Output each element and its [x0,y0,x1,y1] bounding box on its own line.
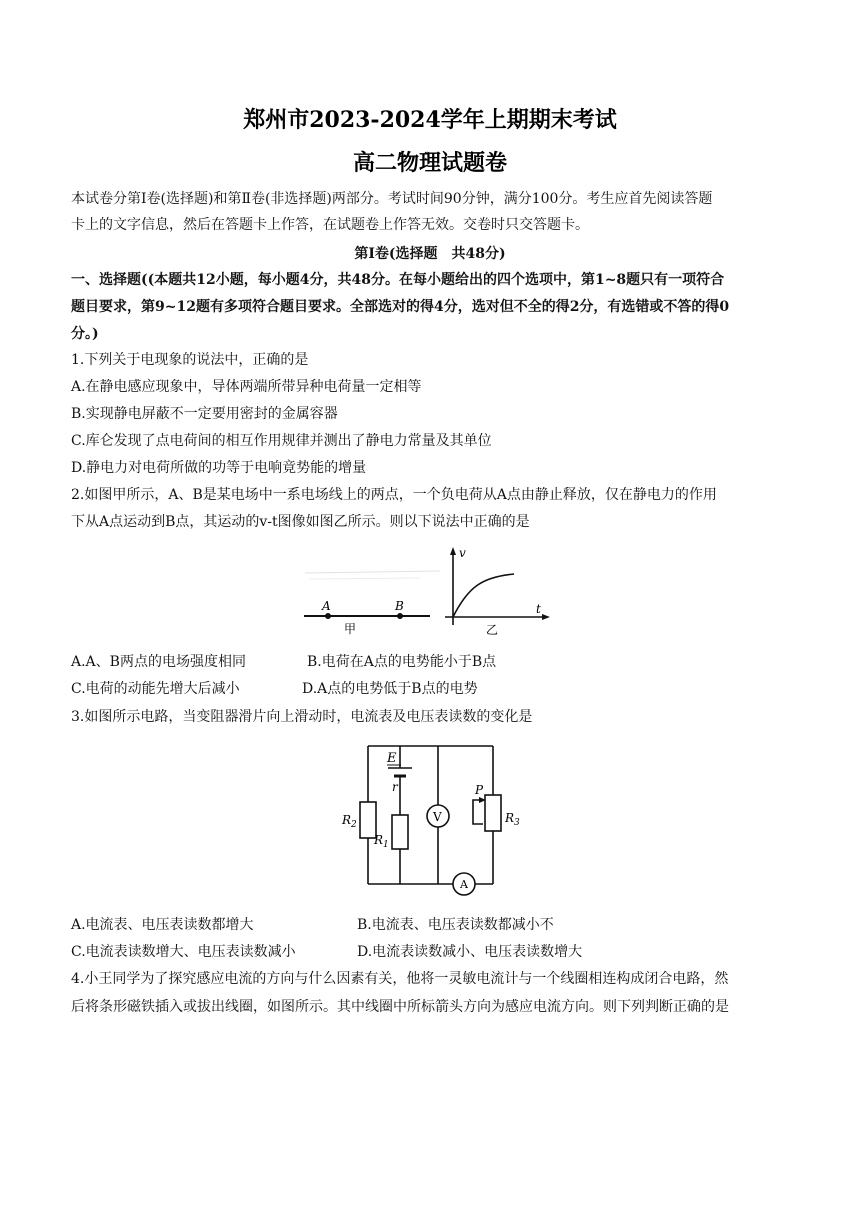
q1-option-d: D.静电力对电荷所做的功等于电响竟势能的增量 [71,460,367,476]
q2-option-b: B.电荷在A点的电势能小于B点 [307,654,497,670]
q2-figure [300,545,560,640]
q4-stem-2: 后将条形磁铁插入或拔出线圈，如图所示。其中线圈中所标箭头方向为感应电流方向。则下列判断正确的是 [71,999,729,1015]
point-b-label: B [395,599,404,613]
axis-t-label: t [536,602,541,616]
field-line-diagram [304,599,430,636]
rheostat-r3 [485,795,501,831]
q1-stem: 1.下列关于电现象的说法中，正确的是 [71,352,309,368]
intro-line-1: 本试卷分第Ⅰ卷(选择题)和第Ⅱ卷(非选择题)两部分。考试时间90分钟，满分100分。考生应首先阅读答题 [71,191,713,207]
figure-yi-label: 乙 [486,623,499,637]
q2-stem-2: 下从A点运动到B点，其运动的v-t图像如图乙所示。则以下说法中正确的是 [71,514,530,530]
q3-option-b: B.电流表、电压表读数都减小不 [357,917,554,933]
q2-option-a: A.A、B两点的电场强度相同 [71,654,246,670]
svg-text:3: 3 [514,818,520,828]
intro-line-2: 卡上的文字信息，然后在答题卡上作答，在试题卷上作答无效。交卷时只交答题卡。 [71,217,589,233]
exam-subtitle: 高二物理试题卷 [352,150,507,176]
axis-v-label: v [459,546,466,560]
q3-option-d: D.电流表读数减小、电压表读数增大 [357,944,583,960]
point-b-dot [397,613,403,619]
r1-label: R [374,833,384,847]
section-heading: 第Ⅰ卷(选择题 共48分) [354,246,506,262]
q3-stem: 3.如图所示电路，当变阻器滑片向上滑动时，电流表及电压表读数的变化是 [71,709,533,725]
q1-option-b: B.实现静电屏蔽不一定要用密封的金属容器 [71,406,338,422]
internal-resistance-label: r [392,780,398,794]
voltmeter-label: V [433,810,442,824]
q2-stem-1: 2.如图甲所示，A、B是某电场中一系电场线上的两点，一个负电荷从A点由静止释放，仅在静电力的作用 [71,487,717,503]
q1-option-a: A.在静电感应现象中，导体两端所带异种电荷量一定相等 [71,379,422,395]
q1-option-c: C.库仑发现了点电荷间的相互作用规律并测出了静电力常量及其单位 [71,433,492,449]
section-instructions-3: 分。) [71,326,99,342]
figure-jia-label: 甲 [344,622,357,636]
point-a-dot [325,613,331,619]
emf-label: E [387,751,397,766]
q4-stem-1: 4.小王同学为了探究感应电流的方向与什么因素有关，他将一灵敏电流计与一个线圈相连构成闭合电路，然 [71,971,729,987]
vt-curve [453,574,514,617]
r2-label: R [342,813,352,827]
section-instructions-1: 一、选择题((本题共12小题，每小题4分，共48分。在每小题给出的四个选项中，第1~8题只有一项符合 [71,272,725,288]
point-a-label: A [322,599,331,613]
svg-text:2: 2 [351,820,357,830]
r3-label: R [505,811,515,825]
slider-p-label: P [475,783,484,797]
q3-option-c: C.电流表读数增大、电压表读数减小 [71,944,296,960]
svg-text:1: 1 [383,840,389,850]
q3-circuit-figure [335,738,535,898]
ammeter-label: A [460,878,468,891]
resistor-r1 [392,815,408,849]
q2-option-d: D.A点的电势低于B点的电势 [302,681,478,697]
vt-graph [445,546,550,637]
exam-title: 郑州市2023-2024学年上期期末考试 [243,107,617,133]
q3-option-a: A.电流表、电压表读数都增大 [71,917,254,933]
q2-option-c: C.电荷的动能先增大后减小 [71,681,240,697]
section-instructions-2: 题目要求，第9~12题有多项符合题目要求。全部选对的得4分，选对但不全的得2分，有选错或不答的得0 [71,299,730,315]
